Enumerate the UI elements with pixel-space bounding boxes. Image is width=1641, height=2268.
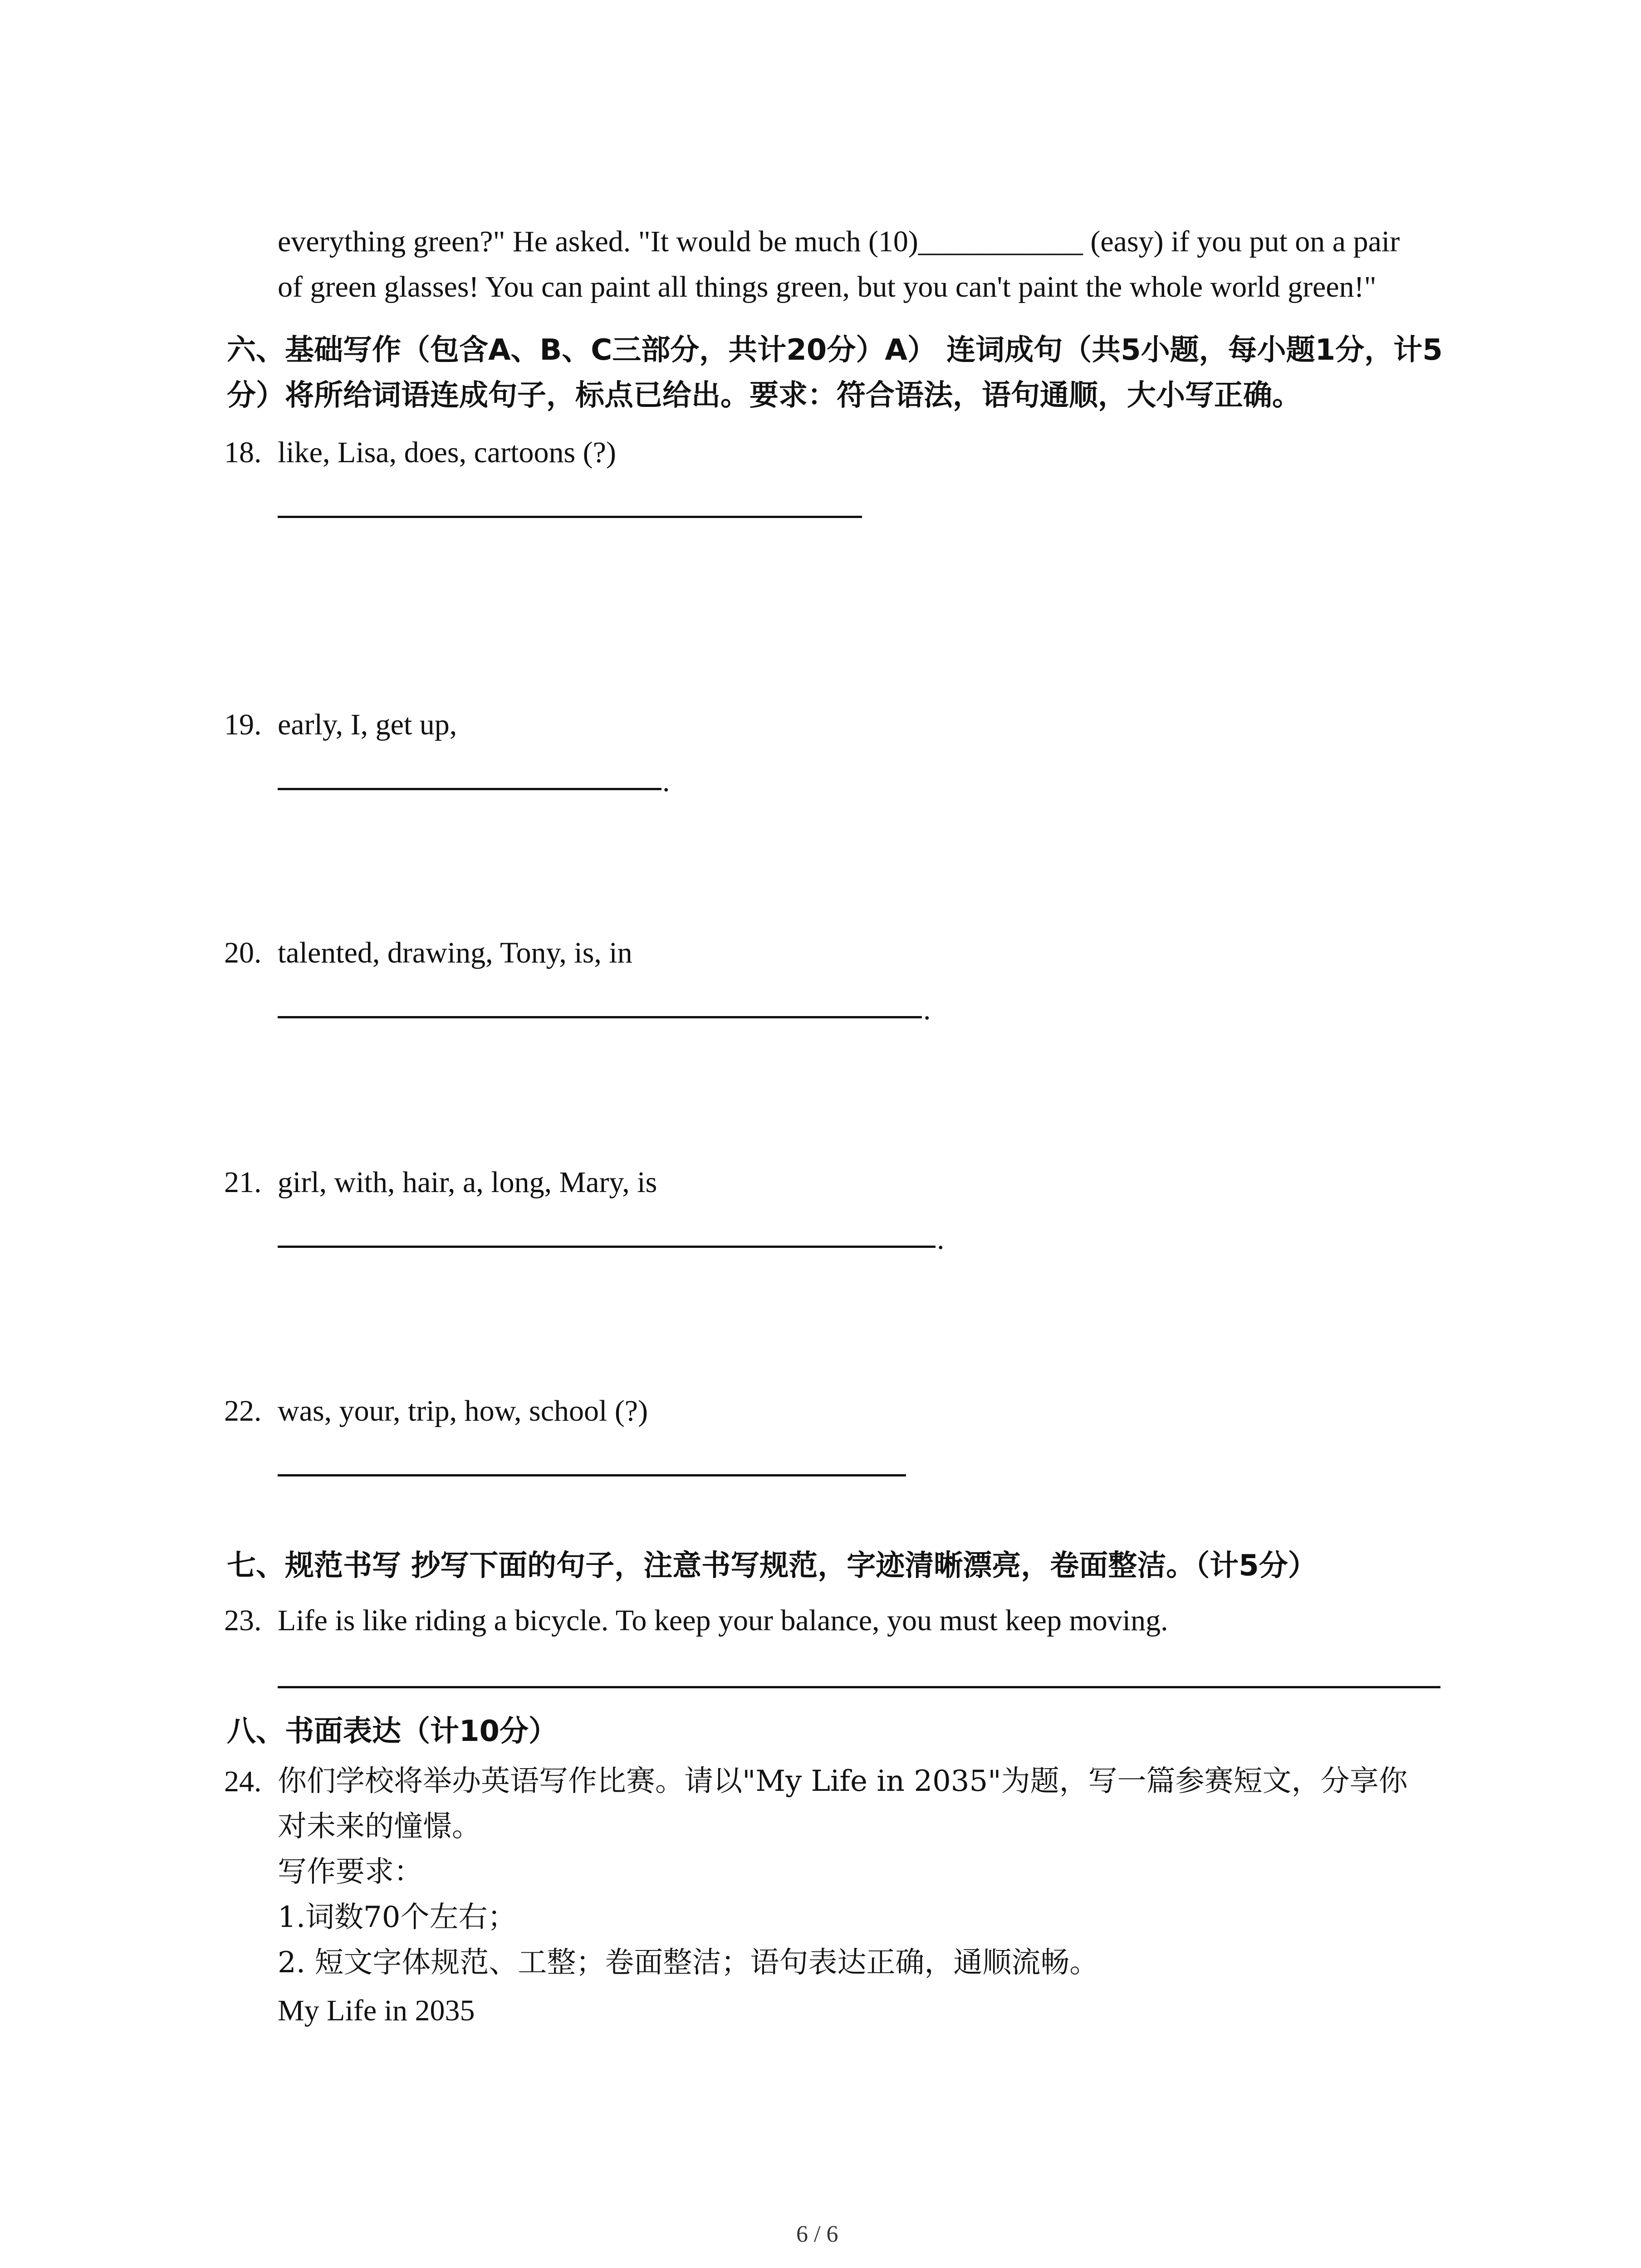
answer-21-period: . xyxy=(937,1222,945,1256)
writing-requirement-2: 2. 短文字体规范、工整；卷面整洁；语句表达正确，通顺流畅。 xyxy=(278,1946,1099,1980)
writing-requirement-1: 1.词数70个左右； xyxy=(278,1901,517,1934)
section-8-heading: 八、书面表达（计10分） xyxy=(227,1715,558,1748)
question-18-number: 18. xyxy=(224,436,262,469)
passage-line-2: of green glasses! You can paint all things green, but you can't paint the whole world green!" xyxy=(278,270,1376,303)
question-20-number: 20. xyxy=(224,936,262,969)
question-22-words: was, your, trip, how, school (?) xyxy=(278,1394,648,1427)
question-23-sentence: Life is like riding a bicycle. To keep your balance, you must keep moving. xyxy=(278,1604,1168,1637)
answer-line-22[interactable] xyxy=(278,1474,906,1476)
question-23-number: 23. xyxy=(224,1604,262,1637)
section-6-heading-line-2: 分）将所给词语连成句子，标点已给出。要求：符合语法，语句通顺，大小写正确。 xyxy=(227,379,1301,412)
page-number: 6 / 6 xyxy=(796,2221,838,2247)
section-7-heading: 七、规范书写 抄写下面的句子，注意书写规范，字迹清晰漂亮，卷面整洁。（计5分） xyxy=(227,1549,1317,1583)
question-24-prompt-line-2: 对未来的憧憬。 xyxy=(278,1810,481,1843)
answer-20-period: . xyxy=(923,993,931,1026)
question-24-number: 24. xyxy=(224,1765,262,1798)
question-22-number: 22. xyxy=(224,1394,262,1427)
section-6-heading-line-1: 六、基础写作（包含A、B、C三部分，共计20分）A） 连词成句（共5小题，每小题1分，计5 xyxy=(227,333,1443,367)
question-19-number: 19. xyxy=(224,708,262,741)
answer-line-19[interactable] xyxy=(278,788,661,790)
answer-line-20[interactable] xyxy=(278,1016,922,1018)
question-21-words: girl, with, hair, a, long, Mary, is xyxy=(278,1166,657,1199)
answer-19-period: . xyxy=(662,765,670,798)
passage-line-1: everything green?" He asked. "It would be much (10)___________ (easy) if you put on a pair xyxy=(278,225,1400,258)
question-21-number: 21. xyxy=(224,1166,262,1199)
question-19-words: early, I, get up, xyxy=(278,708,457,741)
answer-line-21[interactable] xyxy=(278,1246,936,1248)
answer-line-23[interactable] xyxy=(278,1686,1440,1688)
writing-requirements-title: 写作要求： xyxy=(278,1855,423,1889)
question-24-prompt-line-1: 你们学校将举办英语写作比赛。请以"My Life in 2035"为题，写一篇参赛短文，分享你 xyxy=(278,1765,1408,1798)
question-20-words: talented, drawing, Tony, is, in xyxy=(278,936,632,969)
question-18-words: like, Lisa, does, cartoons (?) xyxy=(278,436,616,469)
essay-title: My Life in 2035 xyxy=(278,1994,475,2027)
answer-line-18[interactable] xyxy=(278,516,862,518)
